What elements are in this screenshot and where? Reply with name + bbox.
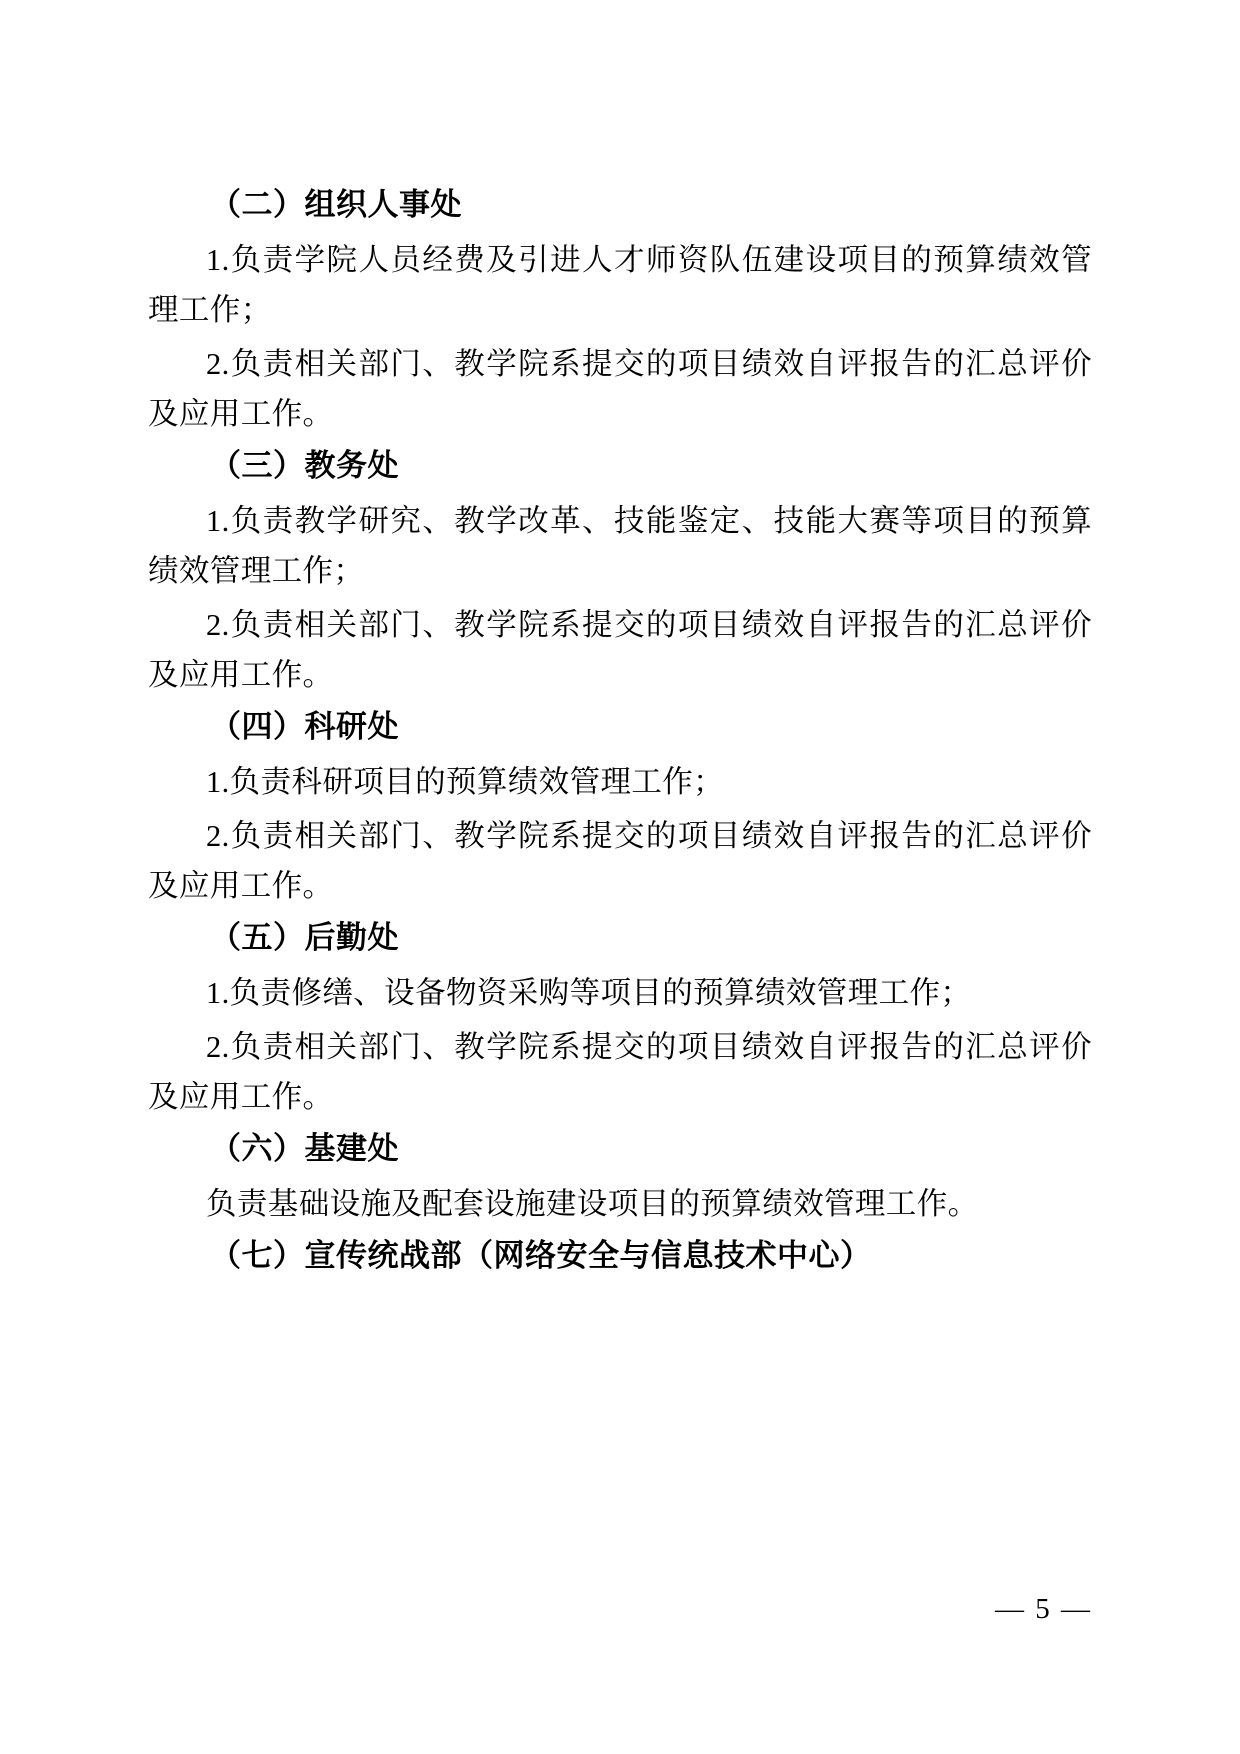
section-paragraph: 1.负责教学研究、教学改革、技能鉴定、技能大赛等项目的预算绩效管理工作；: [148, 504, 1092, 588]
section-heading: （五）后勤处: [210, 920, 399, 956]
section-block: [148, 1238, 1092, 1274]
section-block: [148, 1131, 1092, 1229]
section-paragraph: 2.负责相关部门、教学院系提交的项目绩效自评报告的汇总评价及应用工作。: [148, 347, 1092, 431]
section-block: [148, 709, 1092, 911]
section-heading: （四）科研处: [210, 709, 399, 745]
section-heading: （七）宣传统战部（网络安全与信息技术中心）: [210, 1238, 872, 1274]
section-paragraph: 2.负责相关部门、教学院系提交的项目绩效自评报告的汇总评价及应用工作。: [148, 819, 1092, 903]
section-paragraph: 2.负责相关部门、教学院系提交的项目绩效自评报告的汇总评价及应用工作。: [148, 608, 1092, 692]
section-block: [148, 187, 1092, 439]
section-paragraph: 2.负责相关部门、教学院系提交的项目绩效自评报告的汇总评价及应用工作。: [148, 1030, 1092, 1114]
section-block: [148, 448, 1092, 700]
section-heading: （三）教务处: [210, 448, 399, 484]
page-number: — 5 —: [995, 1593, 1092, 1625]
section-paragraph: 1.负责修缮、设备物资采购等项目的预算绩效管理工作；: [206, 976, 972, 1010]
section-block: [148, 920, 1092, 1122]
section-paragraph: 1.负责学院人员经费及引进人才师资队伍建设项目的预算绩效管理工作；: [148, 243, 1092, 327]
section-paragraph: 1.负责科研项目的预算绩效管理工作；: [206, 765, 725, 799]
section-heading: （二）组织人事处: [210, 187, 462, 223]
document-body: [148, 187, 1092, 1274]
section-paragraph: 负责基础设施及配套设施建设项目的预算绩效管理工作。: [206, 1187, 979, 1221]
section-heading: （六）基建处: [210, 1131, 399, 1167]
